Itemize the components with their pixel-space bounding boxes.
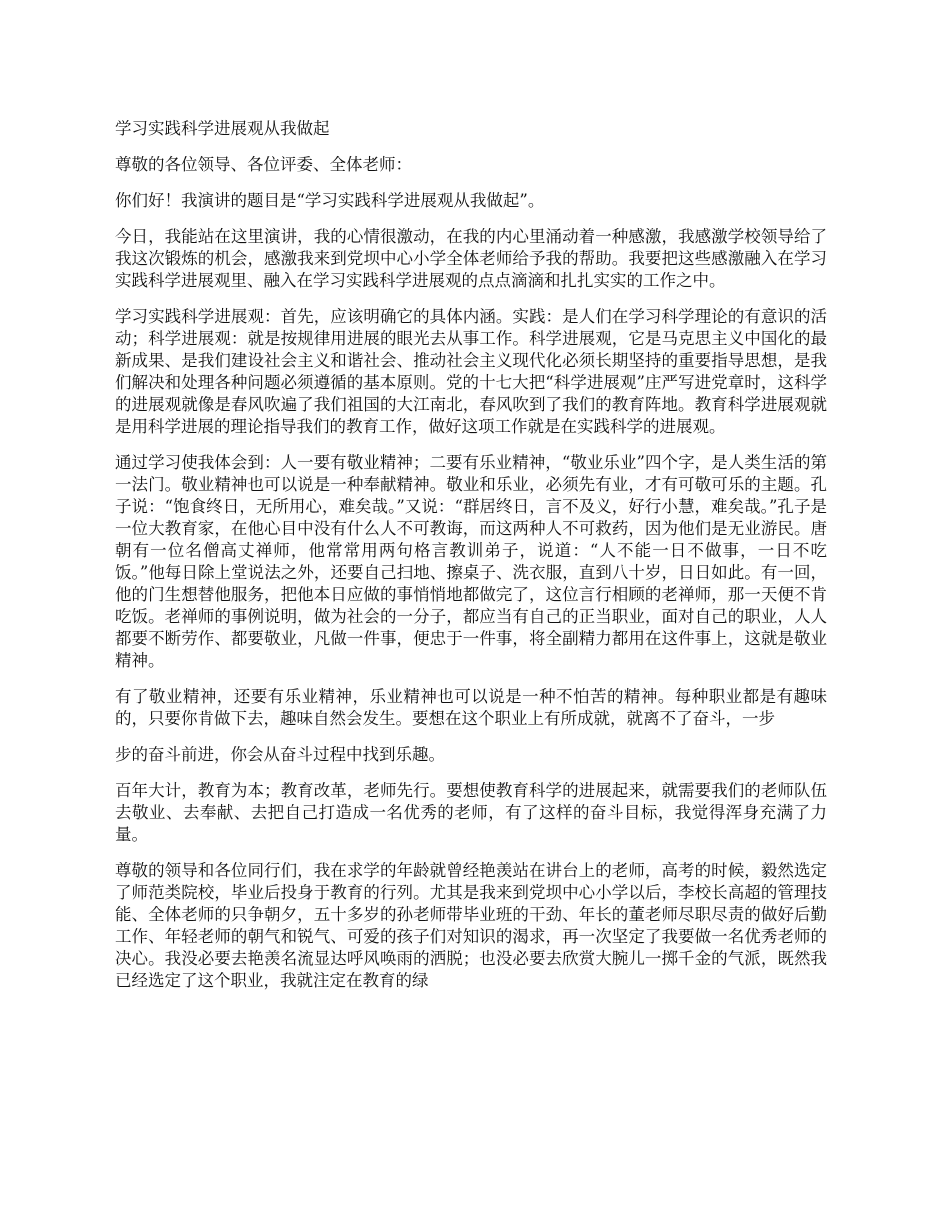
document-title: 学习实践科学进展观从我做起: [115, 119, 330, 138]
salutation-paragraph: 尊敬的各位领导、各位评委、全体老师：: [115, 155, 412, 174]
body-paragraph: 百年大计，教育为本；教育改革，老师先行。要想使教育科学的进展起来，就需要我们的老师队伍去敬业、去奉献、去把自己打造成一名优秀的老师，有了这样的奋斗目标，我觉得浑身充满了力量。: [115, 781, 827, 844]
greeting-paragraph: 你们好！我演讲的题目是“学习实践科学进展观从我做起”。: [115, 191, 545, 210]
document-page: [115, 118, 827, 1006]
body-paragraph: 有了敬业精神，还要有乐业精神，乐业精神也可以说是一种不怕苦的精神。每种职业都是有趣味的，只要你肯做下去，趣味自然会发生。要想在这个职业上有所成就，就离不了奋斗，一步: [115, 687, 827, 728]
body-paragraph: 尊敬的领导和各位同行们，我在求学的年龄就曾经艳羡站在讲台上的老师，高考的时候，毅然选定了师范类院校，毕业后投身于教育的行列。尤其是我来到党坝中心小学以后，李校长高超的管理技能、全体老师的只争朝夕，五十多岁的孙老师带毕业班的干劲、年长的董老师尽职尽责的做好后勤工作、年轻老师的朝气和锐气、可爱的孩子们对知识的渴求，再一次坚定了我要做一名优秀老师的决心。我没必要去艳羡名流显达呼风唤雨的洒脱；也没必要去欣赏大腕儿一掷千金的气派，既然我已经选定了这个职业，我就注定在教育的绿: [115, 861, 827, 990]
body-paragraph: 学习实践科学进展观：首先，应该明确它的具体内涵。实践：是人们在学习科学理论的有意识的活动；科学进展观：就是按规律用进展的眼光去从事工作。科学进展观，它是马克思主义中国化的最新成果、是我们建设社会主义和谐社会、推动社会主义现代化必须长期坚持的重要指导思想，是我们解决和处理各种问题必须遵循的基本原则。党的十七大把“科学进展观”庄严写进党章时，这科学的进展观就像是春风吹遍了我们祖国的大江南北，春风吹到了我们的教育阵地。教育科学进展观就是用科学进展的理论指导我们的教育工作，做好这项工作就是在实践科学的进展观。: [115, 307, 827, 436]
body-paragraph: 通过学习使我体会到：人一要有敬业精神；二要有乐业精神，“敬业乐业”四个字，是人类生活的第一法门。敬业精神也可以说是一种奉献精神。敬业和乐业，必须先有业，才有可敬可乐的主题。孔子说：“饱食终日，无所用心，难矣哉。”又说：“群居终日，言不及义，好行小慧，难矣哉。”孔子是一位大教育家，在他心目中没有什么人不可教诲，而这两种人不可救药，因为他们是无业游民。唐朝有一位名僧高丈禅师，他常常用两句格言教训弟子，说道：“人不能一日不做事，一日不吃饭。”他每日除上堂说法之外，还要自己扫地、擦桌子、洗衣服，直到八十岁，日日如此。有一回，他的门生想替他服务，把他本日应做的事悄悄地都做完了，这位言行相顾的老禅师，那一天便不肯吃饭。老禅师的事例说明，做为社会的一分子，都应当有自己的正当职业，面对自己的职业，人人都要不断劳作、都要敬业，凡做一件事，便忠于一件事，将全副精力都用在这件事上，这就是敬业精神。: [115, 453, 827, 670]
body-paragraph: 今日，我能站在这里演讲，我的心情很激动，在我的内心里涌动着一种感激，我感激学校领导给了我这次锻炼的机会，感激我来到党坝中心小学全体老师给予我的帮助。我要把这些感激融入在学习实践科学进展观里、融入在学习实践科学进展观的点点滴滴和扎扎实实的工作之中。: [115, 227, 827, 290]
body-paragraph: 步的奋斗前进，你会从奋斗过程中找到乐趣。: [115, 745, 445, 764]
